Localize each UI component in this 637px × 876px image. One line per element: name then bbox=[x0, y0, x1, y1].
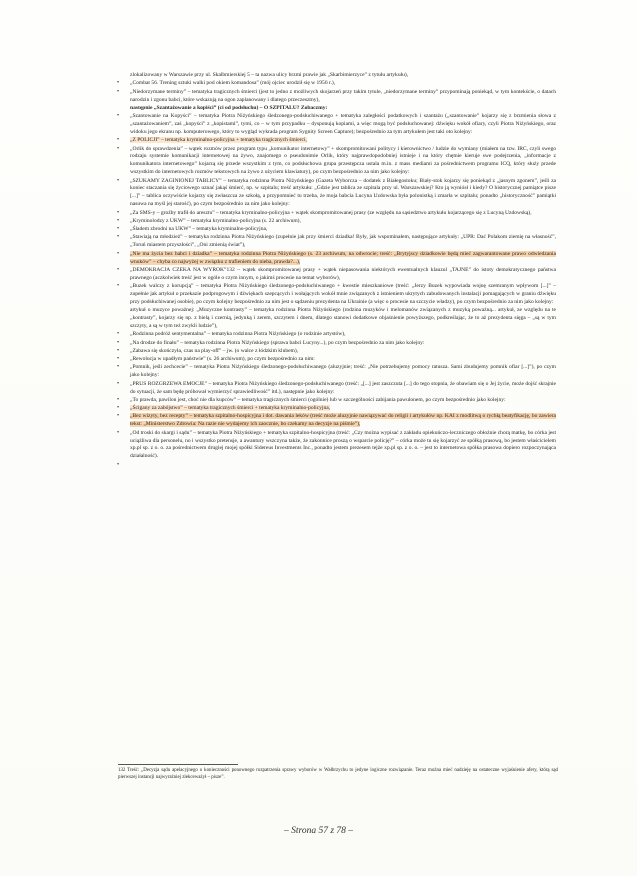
bullet-icon: • bbox=[116, 396, 120, 403]
list-item bbox=[118, 307, 556, 331]
bullet-icon: • bbox=[116, 380, 120, 387]
list-item bbox=[118, 137, 556, 145]
list-item-text: „Od troski do skargi i sądu” – tematyka Piotra Niżyńskiego + tematyka szpitalno-hospicyjna (treść: „Czy można wypisać z zakładu opiekuńczo-leczniczego obłożnie chorą matkę, bo córka jest uciążliwa dla personelu, no i wszystko pretensje, a awantury wszczyna także, że zakonnice proszą o wsparcie policję?” – córka może tu się kojarzyć ze spółką prasową, bo jestem właścicielem xp.pl sp. z o. o. za pośrednictwem drugiej mojej spółki Sidereus Investments Inc., ponadto jestem prezesem tejże xp.pl sp. z o. o. – jest to internetowa spółka prasowa dopiero rozpoczynająca działalność). bbox=[130, 429, 556, 460]
bullet-icon: • bbox=[116, 405, 120, 412]
list-item-text: „Z POLICJI” – tematyka kryminalno-policyjna + tematyka tragicznych śmierci, bbox=[130, 137, 307, 144]
list-item-text: „Rewolucja w upadłym państwie” (s. 26 archiwum), po czym bezpośrednio za nim: bbox=[130, 356, 315, 363]
list-item-text: „Orlik do sprawdzenia” – wątek rozmów przez program typu „komunikator internetowy” + skompromitowani politycy i kierownictwo / ludzie do wymiany (miałem na tzw. IRC, czyli swego rodzaju systemie komunikacji internetowej na żywo, znajomego o pseudonimie Orlik, który najprawdopodobniej istnieje i na który chętnie kieruje swe podejrzenia, „informacje z komunikatora internetowego” kojarzą się przede wszystkim z tym, co podsłuchowa grupa przestępcza ustala m.in. z mass mediami za pośrednictwem programu ICQ, który służy przede wszystkim do internetowych rozmów tekstowych na żywo z użyciem klawiatury), po czym bezpośrednio za nim jako kolejny: bbox=[130, 145, 556, 176]
bullet-icon: • bbox=[116, 177, 120, 184]
list-item-text: „Za SMS-y – groźby trafił do aresztu” – tematyka kryminalno-policyjna + wątek skompromitowanej prasy (ze względu na sąsiedztwo artykułu kojarzącego się z Lucyną Uzdowską), bbox=[130, 209, 532, 216]
bullet-icon: • bbox=[116, 331, 120, 338]
list-item bbox=[118, 340, 556, 348]
list-item-text: „Kryminolodzy z UKW” – tematyka kryminalno-policyjna (s. 22 archiwum), bbox=[130, 217, 301, 224]
bullet-icon: • bbox=[116, 461, 120, 468]
bullet-icon: • bbox=[116, 80, 120, 87]
list-item-text: „Szantowanie na Kopyści” – tematyka Piotra Niżyńskiego śledzonego-podsłuchiwanego + tematyka zaległości podatkowych i szantażu („szantowanie” kojarzy się z brzmienia słowa z „szantażowaniem”, zaś „kopyści” z „kopistami”, tymi, co – w tym przypadku – dysponują kopiami, a więc mogą być podsłuchowanej: dźwięku wokół ofiary, czyli Piotra Niżyńskiego, oraz widoku jego ekranu np. komputerowego, który to wygląd wykrada program Sygnity Screen Capture); bezpośrednio za tym artykułem jest taki oto kolejny: bbox=[130, 113, 556, 135]
section-heading: następnie „Szantażowanie a kopiści” (ci od podsłuchu) – O SZPITALU? Zobaczmy: bbox=[130, 104, 328, 111]
list-item bbox=[118, 210, 556, 218]
list-item bbox=[118, 105, 556, 113]
list-item-text: „Niedorzymane terminy” – tematyka tragicznych śmierci (jest to jedno z możliwych skojarzeń przy takim tytule, „niedorzymane terminy” przypominają poniekąd, w tym kontekście, o datach narodzin i zgonu babci, które wskazują na ogon zaplanowany i dlatego przeczesztny), bbox=[130, 88, 556, 103]
list-item bbox=[118, 80, 556, 88]
list-item-text: „Stawiają na młodzież” – tematyka rodzinna Piotra Niżyńskiego (zupełnie jak przy śmierci dziadka! Były, jak wspominałem, następujące artykuły: „UPR: Dać Polakom ziemię na własność”, „Toruń miastem przyszłości”, „Oni zmienią świat”), bbox=[130, 234, 556, 249]
footnote: 132 Treść: „Decyzja sądu apelacyjnego o konieczności ponownego rozpatrzenia sprawy wyborów w Wałbrzychu to jedyne logiczne rozwiązanie. Teraz można mieć nadzieję na ostateczne wyjaśnienie afery, którą sąd pierwszej instancji najwyraźniej zlekceważył – pisze”. bbox=[118, 768, 558, 780]
list-item bbox=[118, 89, 556, 105]
list-item bbox=[118, 381, 556, 397]
list-item-text: „DEMOKRACJA CZEKA NA WYROK”132 – wątek skompromitowanej prasy + wątek niepasowania niektórych ewentualnych klauzul „TAJNE” do istoty demokratycznego państwa prawnego (aczkolwiek treść jest w ogóle o czym innym, o jakimś procesie na temat wyborów), bbox=[130, 266, 556, 281]
list-item bbox=[118, 251, 556, 267]
bullet-icon: • bbox=[116, 250, 120, 257]
footnote-divider bbox=[118, 764, 238, 765]
page-number: – Strona 57 z 78 – bbox=[283, 826, 354, 836]
list-item-text: „Combat 56. Trening sztuki walki pod okiem komandosa” (mój ojciec urodził się w 1956 r.), bbox=[130, 80, 336, 87]
list-item-text: „Bez wizyty, bez recepty” – tematyka szpitalno-hospicyjna i dot. dawania leków (treść może aluzyjnie nawiązywać do religii i artykułów np. KAI z modlitwą o rychłą beatyfikację, bo zawiera tekst: „Ministerstwo Zdrowia: Na razie nie wydajemy ich zaocznie, bo czekamy na decyzje na piśmie”), bbox=[130, 413, 556, 428]
list-item-text: „Pomnik, jeśli zechcecie” – tematyka Piotra Niżyńskiego śledzonego-podsłuchiwanego (aluzyjnie; treść: „Nie potrzebujemy pomocy ratusza. Sami zbudujemy pomnik ofiar [...]”), po czym jako kolejny: bbox=[130, 364, 556, 379]
list-item bbox=[118, 430, 556, 462]
bullet-icon: • bbox=[116, 356, 120, 363]
bullet-icon: • bbox=[116, 137, 120, 144]
list-item-text: „Nie ma życia bez babci i dziadka” – tematyka rodzinna Piotra Niżyńskiego (s. 23 archiwum, na odwrocie; treść: „Brytyjscy dziadkowie będą mieć zagwarantowane prawo odwiedzania wnuków” – chyba co najwyżej w związku z trafieniem do nieba, prawda?...), bbox=[130, 250, 556, 265]
list-item bbox=[118, 113, 556, 137]
list-item bbox=[118, 364, 556, 380]
list-item bbox=[118, 178, 556, 210]
list-item bbox=[118, 405, 556, 413]
bullet-icon: • bbox=[116, 209, 120, 216]
list-item-text: „Ścigany za zabójstwo” – tematyka tragicznych śmierci + tematyka kryminalno-policyjna, bbox=[130, 405, 331, 412]
list-item-text: „Buzek walczy z korupcją” – tematyka Piotra Niżyńskiego śledzonego-podsłuchiwanego + kwestie mieszkaniowe (treść: „Jerzy Buzek wypowiada wojnę szemranym wpływom [...]” – zupełnie jak artykuł o przekazie podprogowym i dźwiękach szepcących i wołających wokół mnie związanych z istnieniem ukrytych zabudowanych instalacji pomagających w graniu dźwięku przy podsłuchiwanej osobie), po czym kolejny bezpośrednio za nim jest o sądzeniu prezydenta na Ukrainie (a więc o procesie na szczycie władzy), po czym bezpośrednio za nim jako kolejny: bbox=[130, 283, 556, 305]
list-item-text: „Na drodze do finału” – tematyka rodzinna Piotra Niżyńskiego (sprawa babci Lucyny...), po czym bezpośrednio za nim jako kolejny: bbox=[130, 339, 425, 346]
list-item bbox=[118, 356, 556, 364]
bullet-icon: • bbox=[116, 113, 120, 120]
bullet-icon: • bbox=[116, 413, 120, 420]
list-item bbox=[118, 72, 556, 80]
bullet-icon: • bbox=[116, 339, 120, 346]
list-item-text: artykuł o muzyce poważnej: „Muzyczne kontrasty” – tematyka rodzinna Piotra Niżyńskiego (rodzina muzyków i melomanów związanych z muzyką poważną... artykuł, ze względu na te „kontrasty”, kojarzy się np. z bielą i czernią, jedynką i zerem, szczytem i dnem, dlatego stanowi dodatkowe objaśnienie powyższego, podkreślając, że to aż prezydenta sięga – „są w tym szczyty, a są w tym też zwykli ludzie”), bbox=[130, 307, 556, 329]
bullet-icon: • bbox=[116, 88, 120, 95]
list-item bbox=[118, 146, 556, 178]
bullet-icon: • bbox=[116, 145, 120, 152]
list-item bbox=[118, 397, 556, 405]
list-item-text: „Rodzinna podróż sentymentalna” – tematyka rodzinna Piotra Niżyńskiego (o rodzinie artystów), bbox=[130, 331, 346, 338]
list-item bbox=[118, 218, 556, 226]
bullet-icon: • bbox=[116, 364, 120, 371]
list-item-text: „SZUKAMY ZAGINIONEJ TABLICY” – tematyka rodzinna Piotra Niżyńskiego (Gazeta Wyborcza – dodatek z Białegostoku; Biały-stok kojarzy się poniekąd z „jasnym zgonem”, jeśli za koniec staczania się życiowego uznać jakąś śmierć, np. w szpitalu; treść artykułu: „Gdzie jest tablica ze szpitala przy ul. Warszawskiej? Kto ją wyniósł i kiedy? O historycznej pamiątce pisze [...]” – tablica oczywiście kojarzy się zwłaszcza ze szkołą, a przypomnieć tu trzeba, że moja babcia Lucyna Uzdowska była polonistką i zmarła w szpitalu; ponadto „historyczność” pamiątki nasuwa na myśl jej starość), po czym bezpośrednio za nim jako kolejny: bbox=[130, 177, 556, 208]
list-item bbox=[118, 348, 556, 356]
list-item-text: „Zabawa się skończyła, czas na play-off” – jw. (o walce z łódzkim klubem), bbox=[130, 347, 299, 354]
bullet-icon: • bbox=[116, 347, 120, 354]
bullet-icon: • bbox=[116, 429, 120, 436]
list-item bbox=[118, 234, 556, 250]
bullet-icon: • bbox=[116, 234, 120, 241]
list-item bbox=[118, 413, 556, 429]
bullet-icon: • bbox=[116, 266, 120, 273]
list-item bbox=[118, 267, 556, 283]
list-item bbox=[118, 331, 556, 339]
list-item-text: „Śladem zbrodni na UKW” – tematyka kryminalno-policyjna, bbox=[130, 226, 268, 233]
list-item-text: „PRUS ROZGRZEWA EMOCJE” – tematyka Piotra Niżyńskiego śledzonego-podsłuchiwanego (treść: „[...] jest zaszczuta [...] do tego stopnia, że obawiam się o Jej życie, może dojść skrajnie do sytuacji, że sam będę próbował wymierzyć sprawiedliwość” itd.), następnie jako kolejny: bbox=[130, 380, 556, 395]
list-item-text: zlokalizowany w Warszawie przy ul. Skalbmierskiej 5 – ta nazwa ulicy brzmi prawie jak „Skarbimierzyce” z tytułu artykułu), bbox=[130, 72, 409, 78]
document-body bbox=[116, 72, 556, 468]
bullet-icon: • bbox=[116, 217, 120, 224]
list-item-text: „To prawda, pawilon jest, choć nie dla kupców” – tematyka tragicznych śmierci (ogólnie) lub w szczególności zabijania pawulonem, po czym bezpośrednio jako kolejny: bbox=[130, 396, 506, 403]
list-item bbox=[118, 283, 556, 307]
bullet-icon: • bbox=[116, 226, 120, 233]
bullet-icon: • bbox=[116, 283, 120, 290]
list-item bbox=[118, 226, 556, 234]
